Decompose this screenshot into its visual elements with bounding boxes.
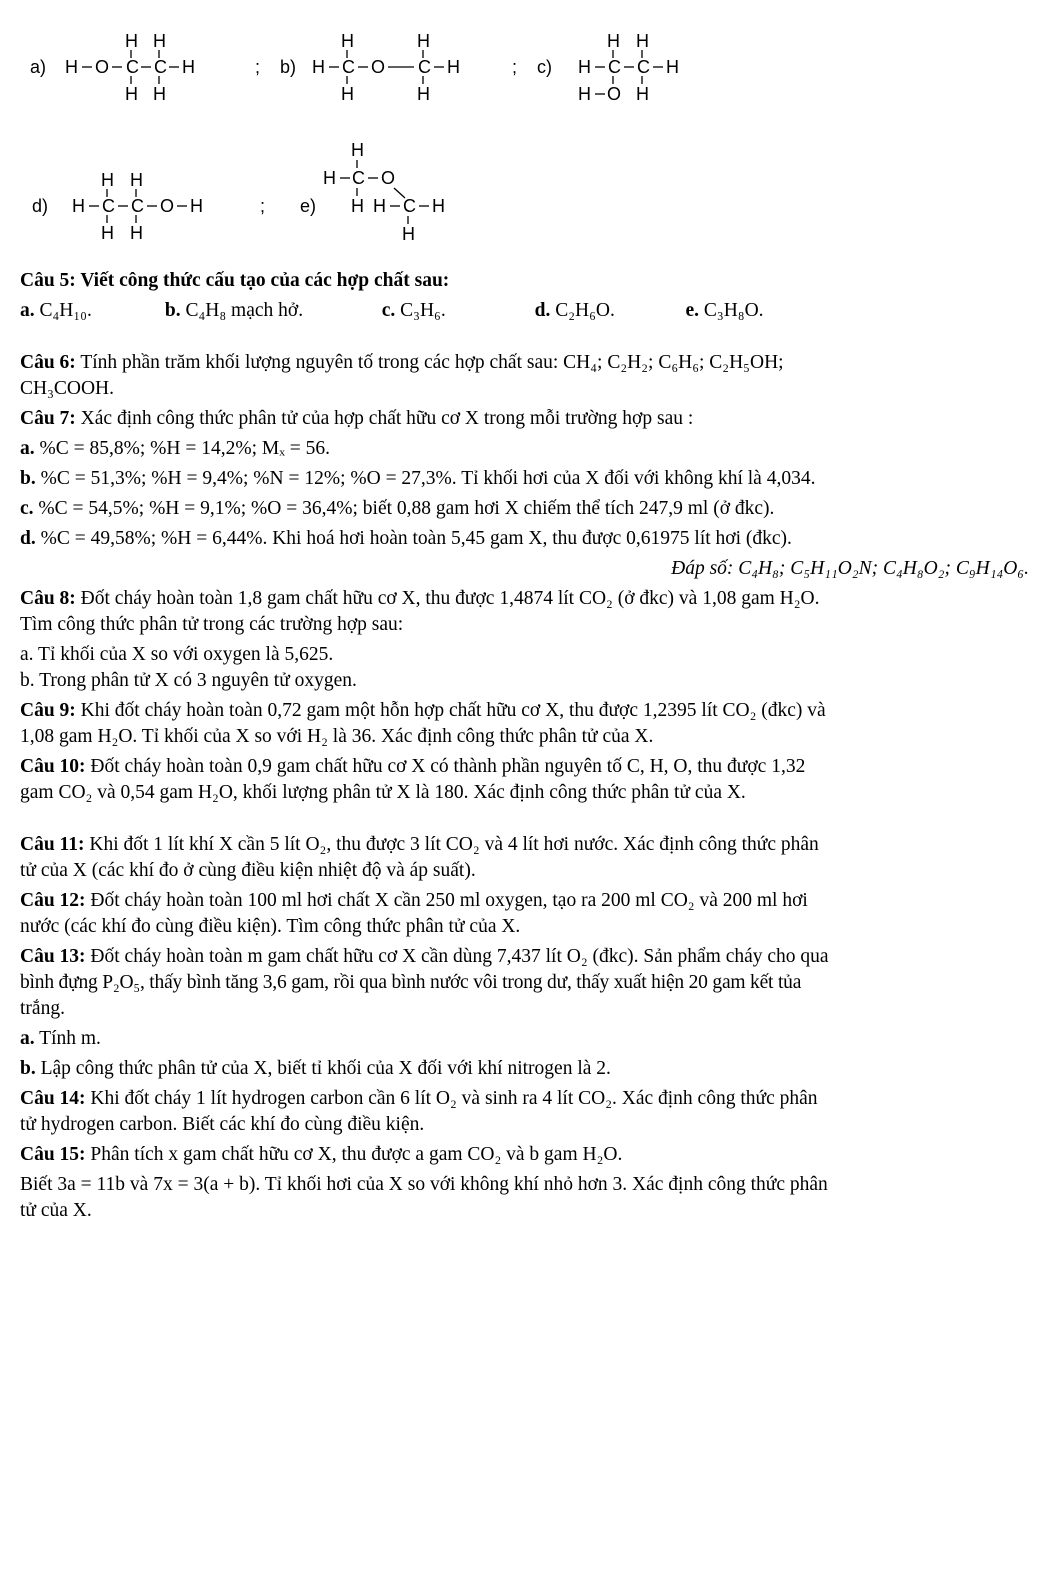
svg-text:H: H: [341, 31, 354, 51]
svg-text:;: ;: [512, 57, 518, 77]
svg-text:H: H: [447, 57, 460, 77]
svg-text:H: H: [636, 84, 649, 104]
structure-c: [525, 28, 725, 108]
svg-text:C: C: [102, 196, 115, 216]
q9-line2: 1,08 gam H₂O. Tỉ khối của X so với H₂ là 36. Xác định công thức phân tử của X.: [20, 726, 654, 747]
svg-text:H: H: [417, 31, 430, 51]
svg-text:O: O: [160, 196, 175, 216]
svg-text:H: H: [341, 84, 354, 104]
svg-text:H: H: [130, 223, 143, 243]
svg-text:H: H: [312, 57, 325, 77]
svg-text:H: H: [72, 196, 85, 216]
structure-d: [20, 160, 300, 245]
svg-text:H: H: [417, 84, 430, 104]
q7-c: c. %C = 54,5%; %H = 9,1%; %O = 36,4%; biết 0,88 gam hơi X chiếm thể tích 247,9 ml (ở đkc).: [20, 498, 775, 519]
svg-text:H: H: [101, 170, 114, 190]
label-d: d): [32, 196, 49, 216]
svg-text:C: C: [126, 57, 139, 77]
q11: Câu 11: Khi đốt 1 lít khí X cần 5 lít O₂, thu được 3 lít CO₂ và 4 lít hơi nước. Xác định công thức phân: [20, 834, 819, 855]
svg-text:H: H: [130, 170, 143, 190]
q15: Câu 15: Phân tích x gam chất hữu cơ X, thu được a gam CO₂ và b gam H₂O.: [20, 1144, 623, 1165]
svg-text:H: H: [101, 223, 114, 243]
structure-a-drawing: [20, 28, 270, 108]
structure-e: [288, 136, 548, 251]
svg-text:H: H: [636, 31, 649, 51]
q15-line2: Biết 3a = 11b và 7x = 3(a + b). Tỉ khối hơi của X so với không khí nhỏ hơn 3. Xác định công thức phân: [20, 1174, 828, 1195]
q12: Câu 12: Đốt cháy hoàn toàn 100 ml hơi chất X cần 250 ml oxygen, tạo ra 200 ml CO₂ và 200 ml hơi: [20, 890, 808, 911]
structure-d-drawing: [20, 160, 300, 245]
structure-e-drawing: [288, 136, 548, 251]
svg-text:C: C: [608, 57, 621, 77]
q12-line2: nước (các khí đo cùng điều kiện). Tìm công thức phân tử của X.: [20, 916, 521, 937]
svg-text:C: C: [418, 57, 431, 77]
svg-text:H: H: [666, 57, 679, 77]
svg-text:C: C: [131, 196, 144, 216]
q13-b: b. Lập công thức phân tử của X, biết tỉ khối của X đối với khí nitrogen là 2.: [20, 1058, 611, 1079]
svg-text:C: C: [154, 57, 167, 77]
svg-text:H: H: [432, 196, 445, 216]
svg-text:H: H: [351, 196, 364, 216]
q6: Câu 6: Tính phần trăm khối lượng nguyên tố trong các hợp chất sau: CH₄; C₂H₂; C₆H₆; C₂H₅OH;: [20, 352, 784, 373]
svg-text:H: H: [323, 168, 336, 188]
svg-text:H: H: [578, 84, 591, 104]
structure-b: [270, 28, 540, 108]
q13-line2: bình đựng P₂O₅, thấy bình tăng 3,6 gam, rồi qua bình nước vôi trong dư, thấy xuất hiện 20 gam kết tủa: [20, 972, 802, 993]
label-e: e): [300, 196, 317, 216]
q10-line2: gam CO₂ và 0,54 gam H₂O, khối lượng phân tử X là 180. Xác định công thức phân tử của X.: [20, 782, 746, 803]
structure-b-drawing: [270, 28, 540, 108]
svg-text:;: ;: [255, 57, 261, 77]
q5-title: Câu 5: Viết công thức cấu tạo của các hợp chất sau:: [20, 270, 450, 291]
q11-line2: tử của X (các khí đo ở cùng điều kiện nhiệt độ và áp suất).: [20, 860, 476, 881]
structure-a: [20, 28, 270, 108]
q7-d: d. %C = 49,58%; %H = 6,44%. Khi hoá hơi hoàn toàn 5,45 gam X, thu được 0,61975 lít hơi (đkc).: [20, 528, 792, 549]
label-b: b): [280, 57, 297, 77]
svg-text:H: H: [607, 31, 620, 51]
svg-text:O: O: [95, 57, 110, 77]
q8-a: a. Tỉ khối của X so với oxygen là 5,625.: [20, 644, 334, 665]
svg-text:H: H: [125, 84, 138, 104]
q14-line2: tử hydrogen carbon. Biết các khí đo cùng điều kiện.: [20, 1114, 425, 1135]
svg-text:;: ;: [260, 196, 266, 216]
q9: Câu 9: Khi đốt cháy hoàn toàn 0,72 gam một hỗn hợp chất hữu cơ X, thu được 1,2395 lít CO₂ (đkc) và: [20, 700, 826, 721]
q8: Câu 8: Đốt cháy hoàn toàn 1,8 gam chất hữu cơ X, thu được 1,4874 lít CO₂ (ở đkc) và 1,08 gam H₂O.: [20, 588, 820, 609]
q5-item-b: b. C₄H₈ mạch hở.: [164, 300, 304, 321]
q6-line2: CH₃COOH.: [20, 378, 115, 399]
q7: Câu 7: Xác định công thức phân tử của hợp chất hữu cơ X trong mỗi trường hợp sau :: [20, 408, 694, 429]
q13: Câu 13: Đốt cháy hoàn toàn m gam chất hữu cơ X cần dùng 7,437 lít O₂ (đkc). Sản phẩm cháy cho qua: [20, 946, 829, 967]
q7-a: a. %C = 85,8%; %H = 14,2%; Mₓ = 56.: [20, 438, 331, 459]
structure-c-drawing: [525, 28, 725, 108]
q8-b: b. Trong phân tử X có 3 nguyên tử oxygen.: [20, 670, 357, 691]
q5-item-d: d. C₂H₆O.: [534, 300, 615, 321]
svg-text:C: C: [342, 57, 355, 77]
exercise-text: [20, 268, 1035, 1224]
svg-text:H: H: [153, 84, 166, 104]
svg-text:H: H: [65, 57, 78, 77]
svg-text:O: O: [607, 84, 622, 104]
q5-item-c: c. C₃H₆.: [381, 300, 446, 321]
q7-b: b. %C = 51,3%; %H = 9,4%; %N = 12%; %O = 27,3%. Tỉ khối hơi của X đối với không khí là 4,034.: [20, 468, 816, 489]
label-c: c): [537, 57, 552, 77]
svg-text:O: O: [371, 57, 386, 77]
q5-item-a: a. C₄H₁₀.: [20, 300, 92, 321]
q5-items: [20, 298, 1035, 324]
svg-text:H: H: [402, 224, 415, 244]
q13-line3: trắng.: [20, 998, 65, 1019]
svg-text:H: H: [373, 196, 386, 216]
svg-text:C: C: [637, 57, 650, 77]
q13-a: a. Tính m.: [20, 1028, 101, 1049]
svg-text:O: O: [381, 168, 396, 188]
svg-text:H: H: [182, 57, 195, 77]
svg-text:H: H: [153, 31, 166, 51]
q14: Câu 14: Khi đốt cháy 1 lít hydrogen carbon cần 6 lít O₂ và sinh ra 4 lít CO₂. Xác định công thức phân: [20, 1088, 818, 1109]
q10: Câu 10: Đốt cháy hoàn toàn 0,9 gam chất hữu cơ X có thành phần nguyên tố C, H, O, thu được 1,32: [20, 756, 806, 777]
q8-line2: Tìm công thức phân tử trong các trường hợp sau:: [20, 614, 404, 635]
q15-line3: tử của X.: [20, 1200, 92, 1221]
svg-text:C: C: [403, 196, 416, 216]
q5-item-e: e. C₃H₈O.: [685, 300, 764, 321]
svg-text:H: H: [578, 57, 591, 77]
label-a: a): [30, 57, 47, 77]
svg-text:H: H: [190, 196, 203, 216]
q7-answer: Đáp số: C₄H₈; C₅H₁₁O₂N; C₄H₈O₂; C₉H₁₄O₆.: [671, 558, 1029, 579]
svg-text:H: H: [125, 31, 138, 51]
svg-text:C: C: [352, 168, 365, 188]
svg-text:H: H: [351, 140, 364, 160]
